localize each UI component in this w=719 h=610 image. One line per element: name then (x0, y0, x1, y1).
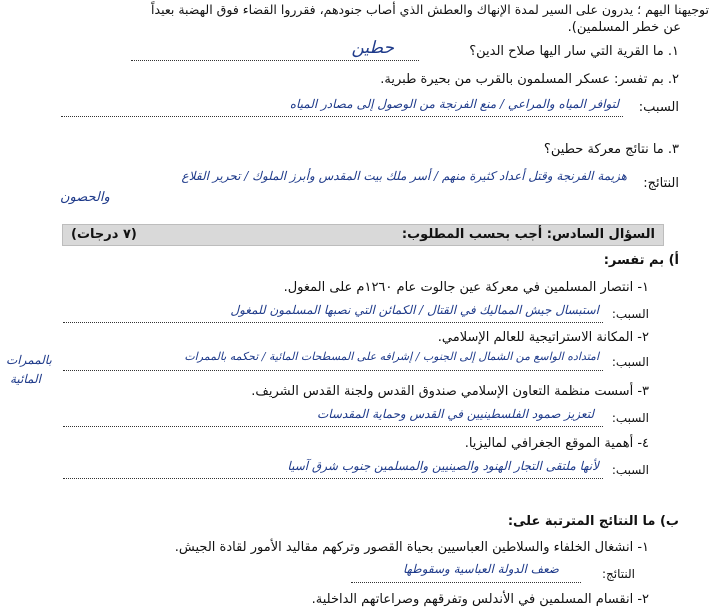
a-item-3-line (63, 426, 603, 427)
a-item-2-answer: امتداده الواسع من الشمال إلى الجنوب / إشرافه على المسطحات المائية / تحكمه بالممرات (184, 350, 599, 363)
a-item-1-question: ١- انتصار المسلمين في معركة عين جالوت عام ١٢٦٠م على المغول. (283, 280, 649, 295)
margin-note-line-1: بالممرات (6, 353, 52, 367)
intro-line-2: عن خطر المسلمين). (567, 20, 681, 35)
a-item-4-answer: لأنها ملتقى التجار الهنود والصينيين والمسلمين جنوب شرق آسيا (287, 459, 599, 473)
a-item-3-label: السبب: (611, 411, 649, 425)
a-item-3-question: ٣- أسست منظمة التعاون الإسلامي صندوق القدس ولجنة القدس الشريف. (251, 384, 649, 399)
a-item-1-line (63, 322, 603, 323)
a-item-1-label: السبب: (611, 307, 649, 321)
handwritten-answer-3-line-2: والحصون (60, 190, 110, 205)
answer-line-1 (131, 60, 419, 61)
question-2: ٢. بم تفسر: عسكر المسلمون بالقرب من بحيرة طبرية. (380, 72, 679, 87)
a-item-2-line (63, 370, 603, 371)
section-6-header (62, 224, 664, 246)
a-item-3-answer: لتعزيز صمود الفلسطينيين في القدس وحماية المقدسات (316, 407, 594, 421)
reason-label-q2: السبب: (638, 100, 679, 115)
margin-note-line-2: المائية (10, 372, 41, 386)
part-b-heading: ب) ما النتائج المترتبة على: (507, 514, 679, 529)
b-item-1-line (351, 582, 581, 583)
answer-line-2 (61, 116, 623, 117)
section-6-marks: (٧ درجات) (71, 227, 137, 242)
handwritten-answer-2: لتوافر المياه والمراعي / منع الفرنجة من الوصول إلى مصادر المياه (289, 97, 619, 111)
b-item-1-label: النتائج: (601, 567, 635, 581)
handwritten-answer-1: حطين (351, 38, 394, 58)
section-6-title: السؤال السادس: أجب بحسب المطلوب: (401, 227, 655, 242)
b-item-2-question: ٢- انقسام المسلمين في الأندلس وتفرقهم وصراعاتهم الداخلية. (311, 592, 649, 607)
a-item-4-question: ٤- أهمية الموقع الجغرافي لماليزيا. (464, 436, 649, 451)
question-3: ٣. ما نتائج معركة حطين؟ (543, 142, 679, 157)
a-item-1-answer: استبسال جيش المماليك في القتال / الكمائن التي نصبها المسلمون للمغول (230, 303, 599, 317)
a-item-2-label: السبب: (611, 355, 649, 369)
part-a-heading: أ) بم تفسر: (603, 253, 679, 268)
question-1: ١. ما القرية التي سار اليها صلاح الدين؟ (469, 44, 679, 59)
intro-line-1: توجيهنا اليهم ؛ يدرون على السير لمدة الإنهاك والعطش الذي أصاب جنودهم، فقرروا القضاء فوق الهضبة بعيداً (151, 2, 709, 17)
b-item-1-answer: ضعف الدولة العباسية وسقوطها (402, 562, 559, 576)
a-item-4-label: السبب: (611, 463, 649, 477)
handwritten-answer-3-line-1: هزيمة الفرنجة وقتل أعداد كثيرة منهم / أسر ملك بيت المقدس وأبرز الملوك / تحرير القلاع (181, 169, 627, 183)
a-item-2-question: ٢- المكانة الاستراتيجية للعالم الإسلامي. (437, 330, 649, 345)
b-item-1-question: ١- انشغال الخلفاء والسلاطين العباسيين بحياة القصور وتركهم مقاليد الأمور لقادة الجيش. (174, 540, 649, 555)
a-item-4-line (63, 478, 603, 479)
results-label-q3: النتائج: (643, 176, 679, 191)
